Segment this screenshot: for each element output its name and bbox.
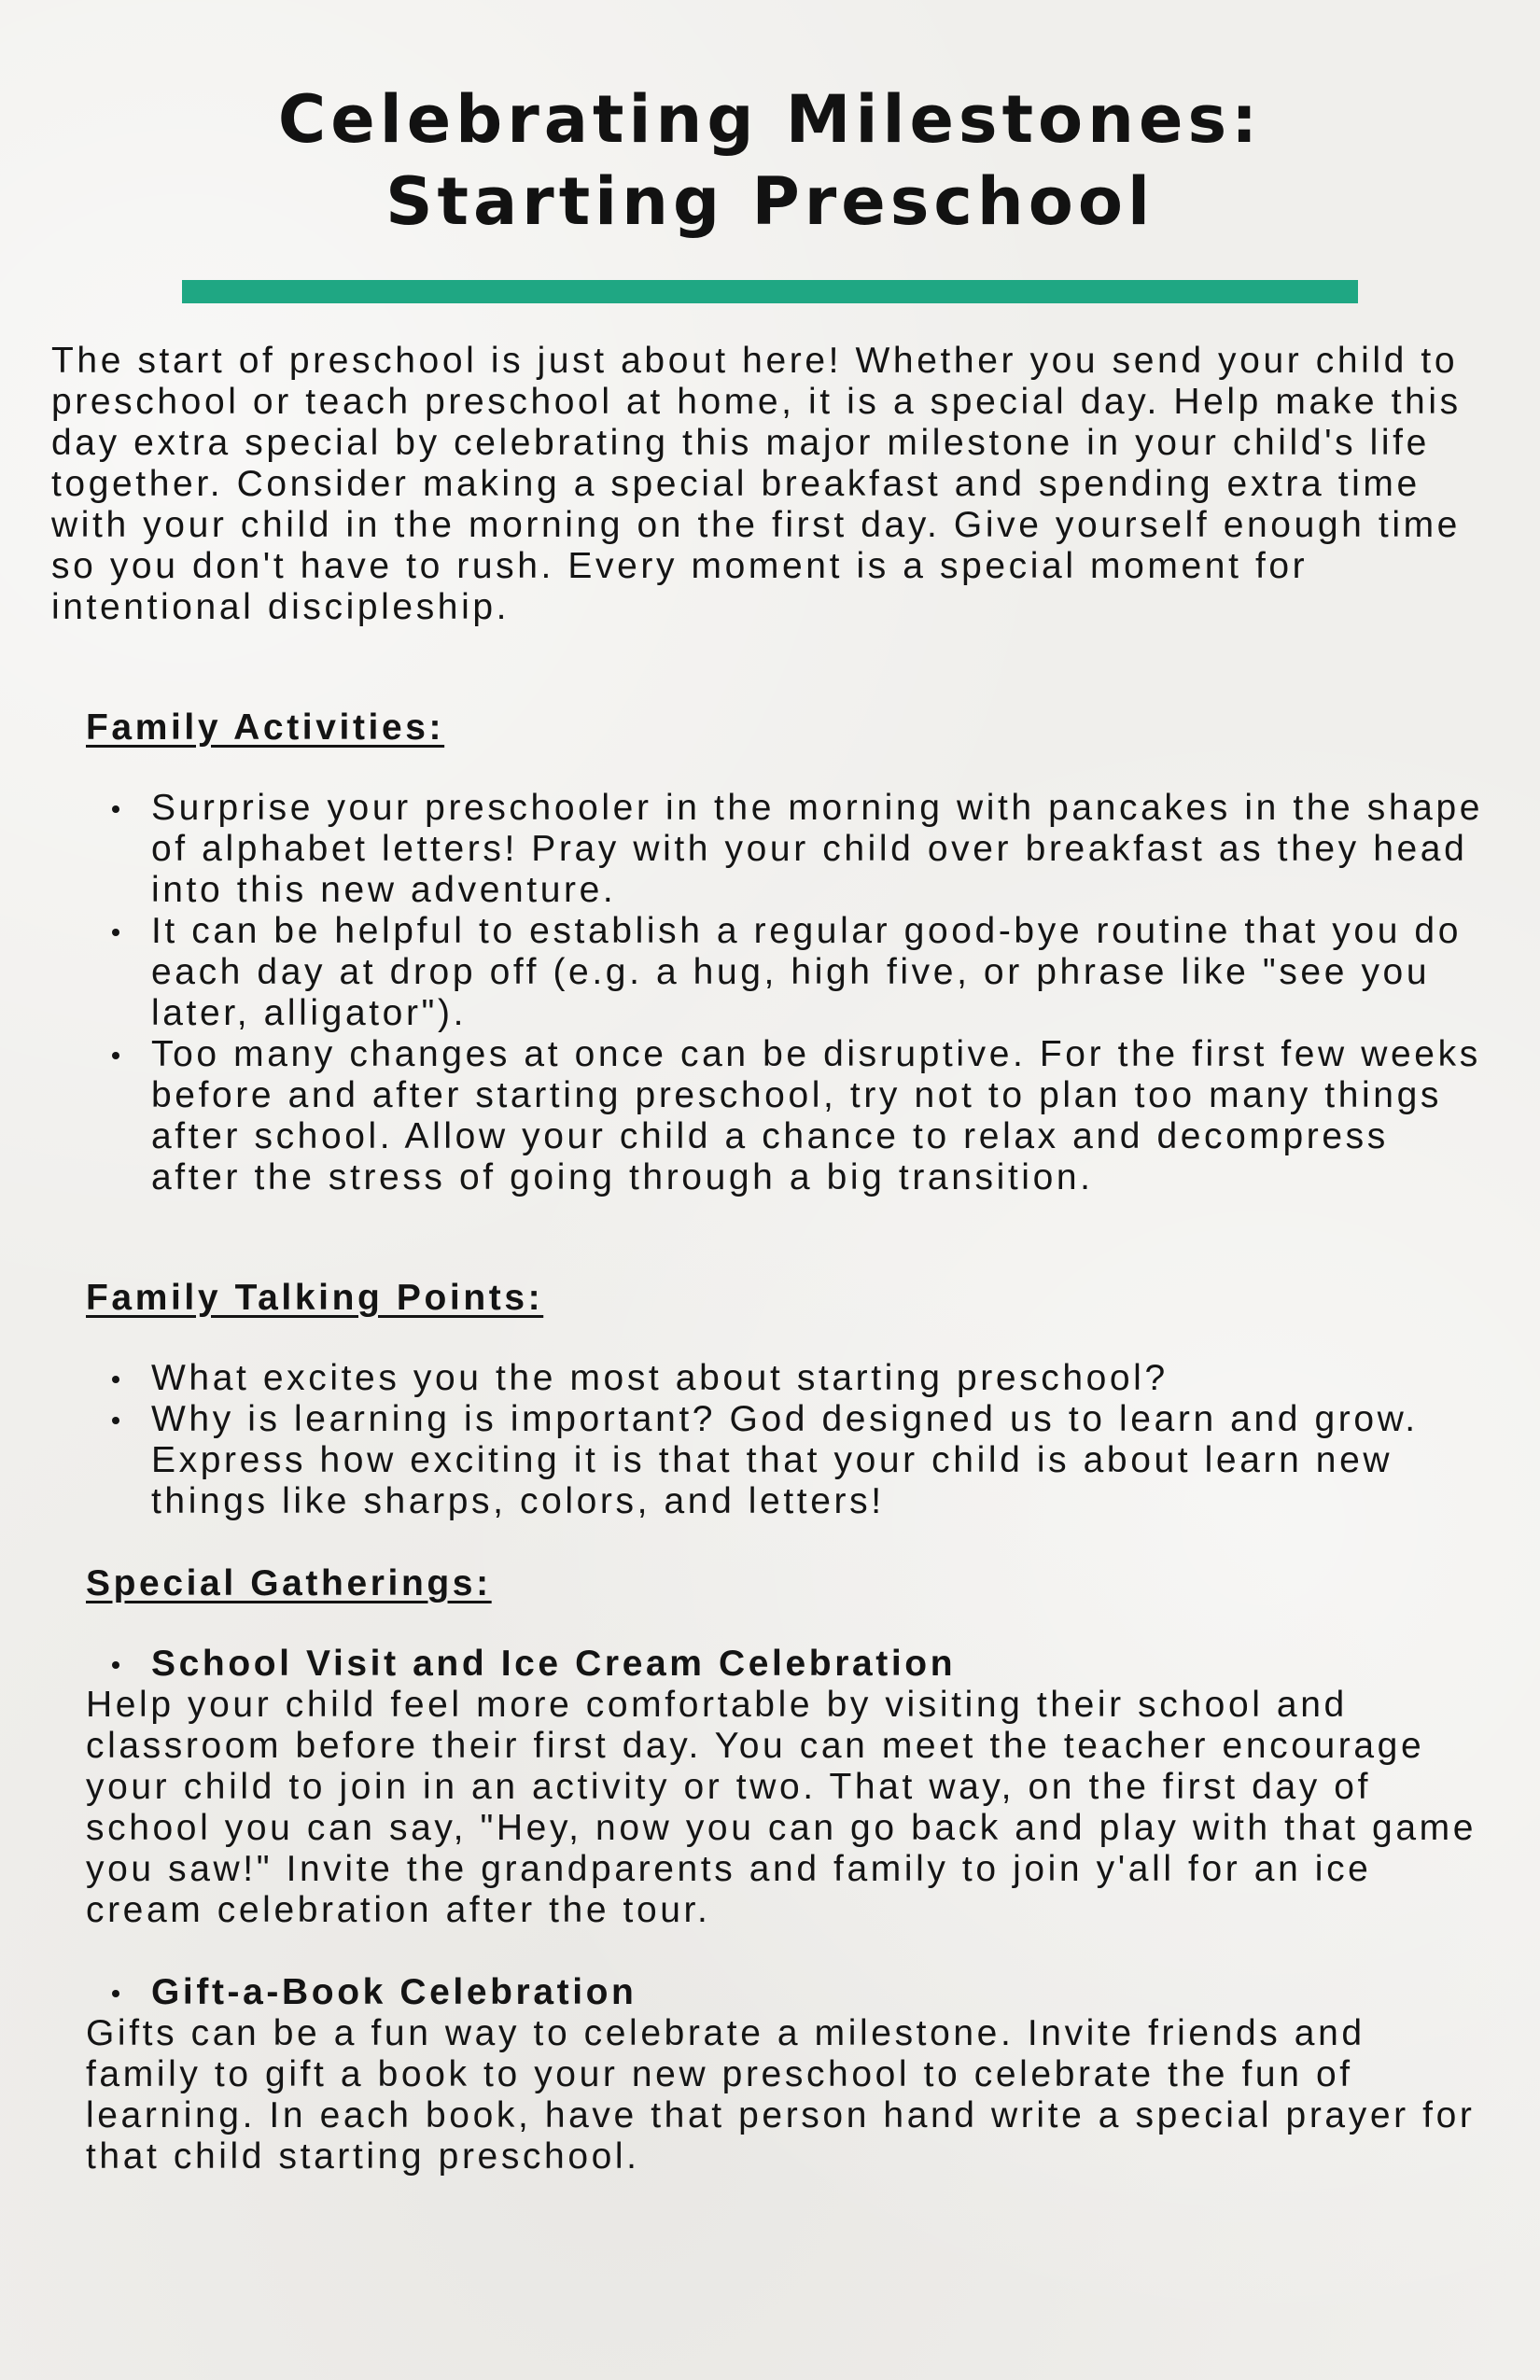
list-item: It can be helpful to establish a regular good-bye routine that you do each day at drop off (e.g. a hug, high five, or phrase like "see you later, alligator"). (86, 911, 1486, 1034)
page-title (0, 78, 1540, 243)
talking-points-list (86, 1358, 1486, 1522)
family-activities-heading: Family Activities: (86, 707, 445, 748)
gathering-item (86, 1644, 1486, 1931)
talking-points-heading: Family Talking Points: (86, 1278, 544, 1318)
list-item: Why is learning is important? God designed us to learn and grow. Express how exciting it is that that your child is about learn new things like sharps, colors, and letters! (86, 1399, 1486, 1522)
list-item: What excites you the most about starting preschool? (86, 1358, 1486, 1399)
gathering-title: School Visit and Ice Cream Celebration (86, 1644, 1486, 1685)
family-activities-section (86, 707, 1486, 1198)
gathering-description: Gifts can be a fun way to celebrate a milestone. Invite friends and family to gift a book to your new preschool to celebrate the fun of learning. In each book, have that person hand write a special prayer for that child starting preschool. (86, 2013, 1476, 2177)
list-item: Too many changes at once can be disruptive. For the first few weeks before and after starting preschool, try not to plan too many things after school. Allow your child a chance to relax and decompress after the stress of going through a big transition. (86, 1034, 1486, 1198)
list-item: Surprise your preschooler in the morning with pancakes in the shape of alphabet letters! Pray with your child over breakfast as they head into this new adventure. (86, 788, 1486, 911)
title-divider (182, 280, 1358, 303)
title-line-2: Starting Preschool (385, 163, 1155, 240)
special-gatherings-section (86, 1563, 1486, 2177)
gathering-item (86, 1972, 1486, 2177)
talking-points-section (86, 1278, 1486, 1522)
gathering-description: Help your child feel more comfortable by visiting their school and classroom before their first day. You can meet the teacher encourage your child to join in an activity or two. That way, on the first day of school you can say, "Hey, now you can go back and play with that game you saw!" Invite the grandparents and family to join y'all for an ice cream celebration after the tour. (86, 1685, 1477, 1930)
special-gatherings-heading: Special Gatherings: (86, 1563, 492, 1603)
title-line-1: Celebrating Milestones: (277, 81, 1263, 158)
family-activities-list (86, 788, 1486, 1198)
gathering-title: Gift-a-Book Celebration (86, 1972, 1486, 2013)
intro-paragraph: The start of preschool is just about here! Whether you send your child to preschool or teach preschool at home, it is a special day. Help make this day extra special by celebrating this major milestone in your child's life together. Consider making a special breakfast and spending extra time with your child in the morning on the first day. Give yourself enough time so you don't have to rush. Every moment is a special moment for intentional discipleship. (51, 341, 1462, 627)
